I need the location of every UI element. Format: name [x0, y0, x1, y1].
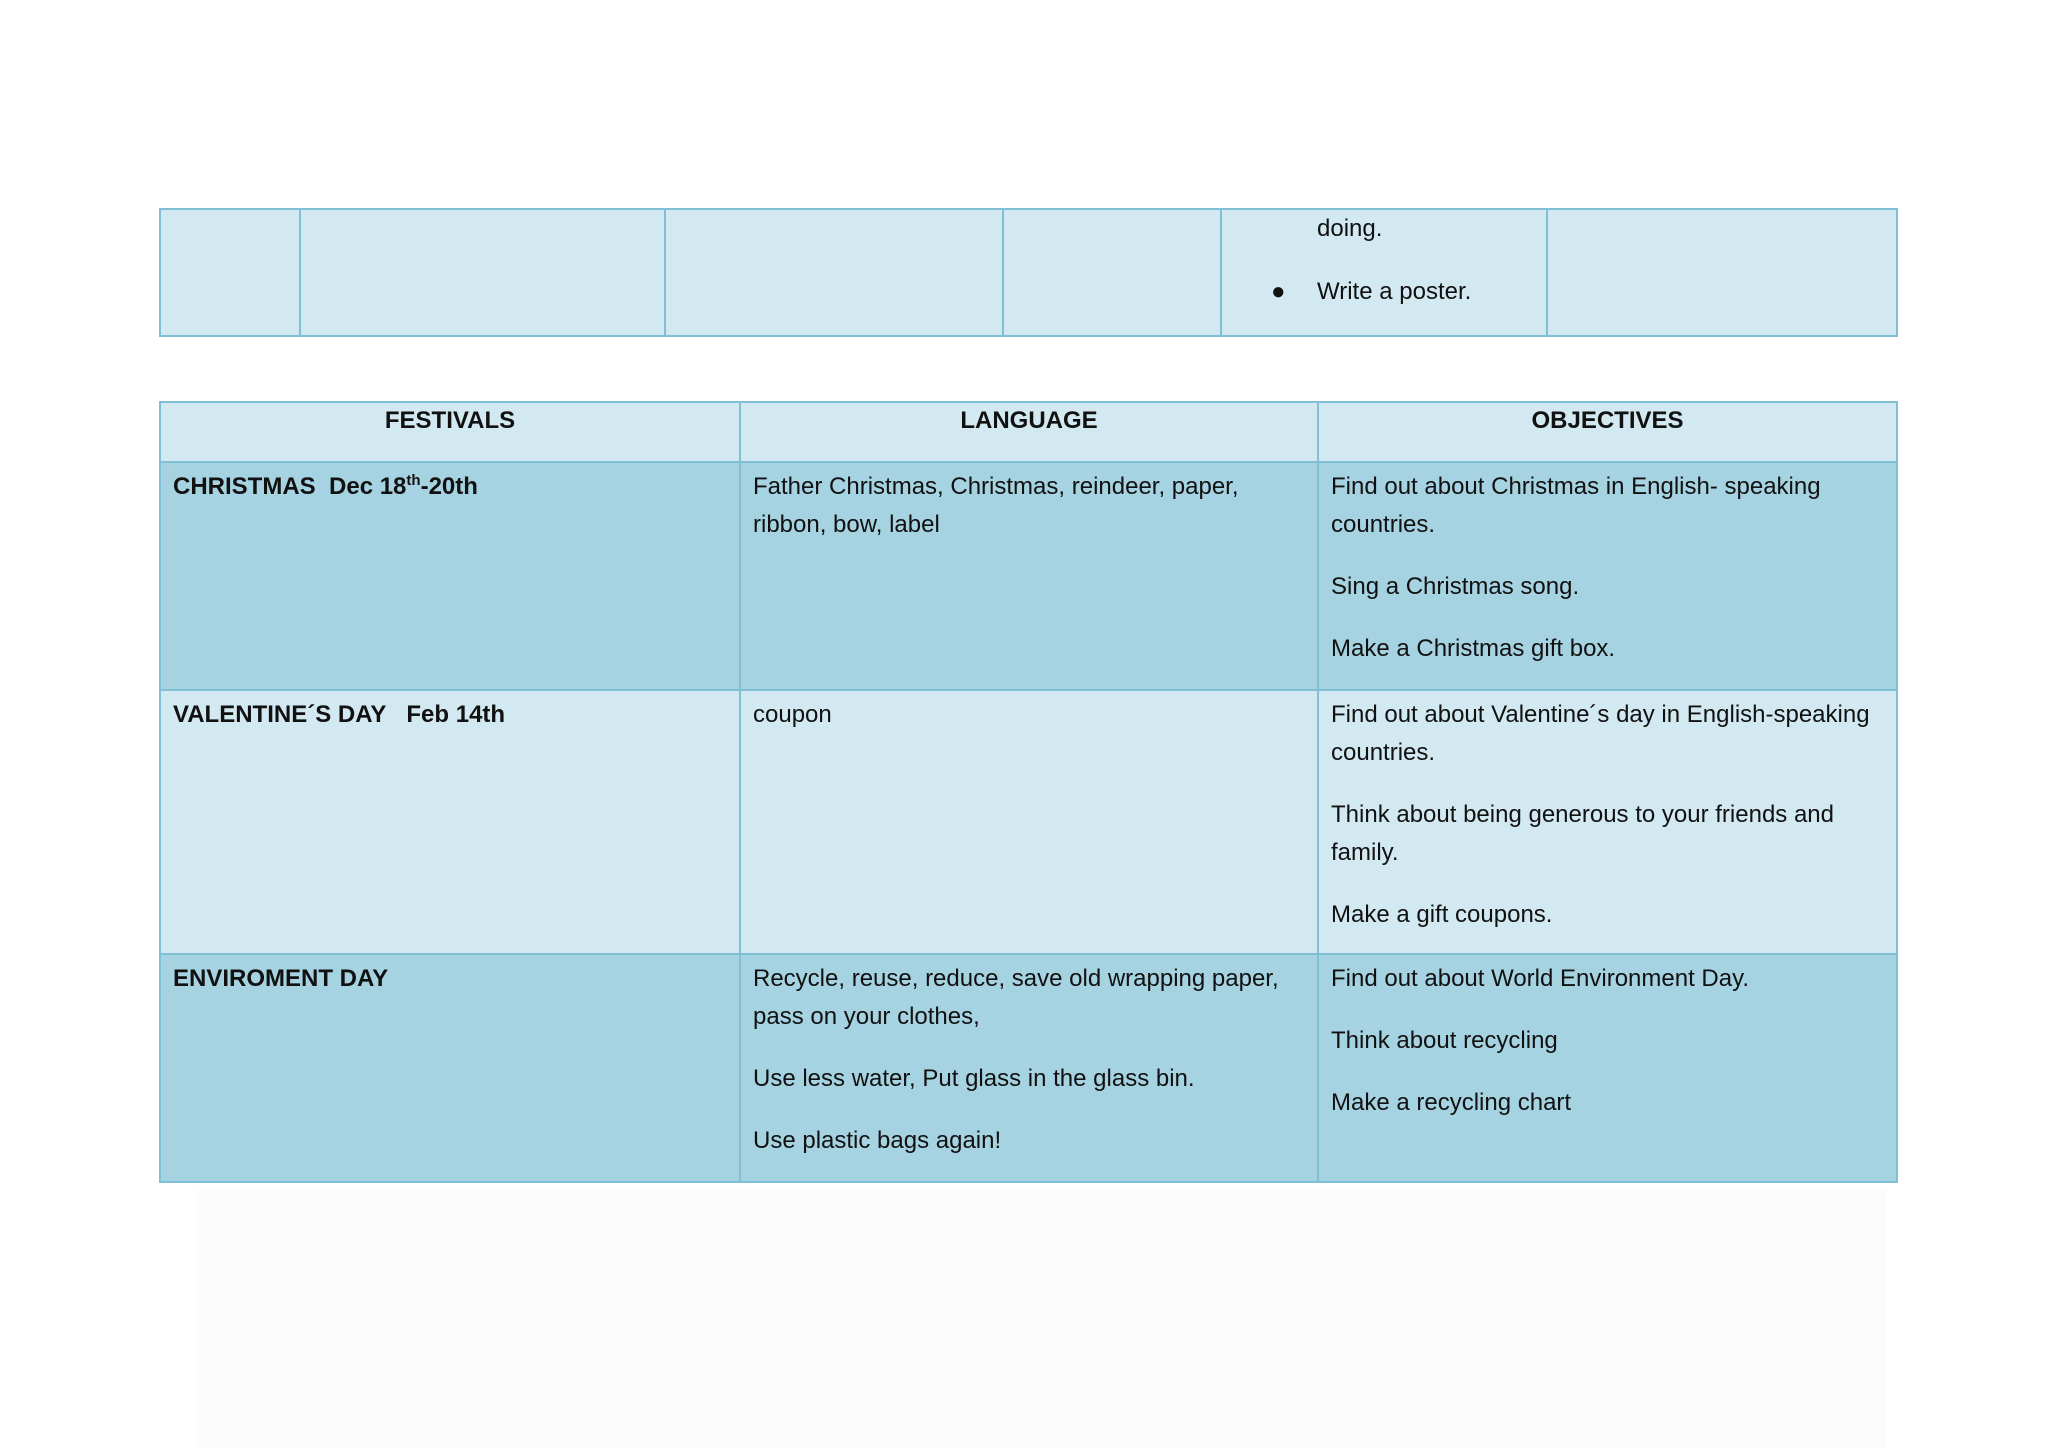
- header-objectives: OBJECTIVES: [1318, 402, 1897, 462]
- continuation-objectives-cell: [1221, 209, 1547, 336]
- table-row-environment: [160, 954, 1897, 1182]
- objective-text: Sing a Christmas song.: [1331, 573, 1580, 600]
- objective-text: Find out about Christmas in English- speaking countries.: [1331, 473, 1821, 538]
- table-row-valentines: [160, 690, 1897, 954]
- continuation-row: [160, 209, 1897, 336]
- festival-name: [173, 701, 505, 728]
- objective-text: Make a gift coupons.: [1331, 901, 1553, 928]
- language-text: coupon: [753, 701, 832, 728]
- festival-name-text: VALENTINE´S DAY: [173, 701, 387, 728]
- objective-bullet-text: Write a poster.: [1317, 278, 1472, 305]
- objectives-cell: [1318, 462, 1897, 690]
- festival-cell: [160, 462, 740, 690]
- objective-text: Think about recycling: [1331, 1027, 1558, 1054]
- continuation-cell: [665, 209, 1003, 336]
- festival-cell: [160, 954, 740, 1182]
- continuation-table: [159, 208, 1898, 337]
- table-header-row: [160, 402, 1897, 462]
- objective-text: Make a recycling chart: [1331, 1089, 1572, 1116]
- festival-name: ENVIROMENT DAY: [173, 965, 389, 992]
- language-cell: [740, 954, 1318, 1182]
- festival-name-text: CHRISTMAS: [173, 473, 316, 500]
- objectives-cell: [1318, 690, 1897, 954]
- table-row-christmas: [160, 462, 1897, 690]
- objective-text: Think about being generous to your friends and family.: [1331, 801, 1835, 866]
- festival-date-superscript: th: [406, 472, 421, 489]
- objective-text: Find out about World Environment Day.: [1331, 965, 1749, 992]
- festivals-table: [159, 401, 1898, 1183]
- continuation-cell: [1547, 209, 1897, 336]
- objective-text: Make a Christmas gift box.: [1331, 635, 1616, 662]
- language-cell: [740, 462, 1318, 690]
- festival-date-suffix: -20th: [420, 473, 478, 500]
- festival-cell: [160, 690, 740, 954]
- continuation-cell: [160, 209, 300, 336]
- festival-date-text: Dec 18: [329, 473, 407, 500]
- continuation-cell: [1003, 209, 1221, 336]
- language-text: Use plastic bags again!: [753, 1127, 1002, 1154]
- objectives-cell: [1318, 954, 1897, 1182]
- language-text: Use less water, Put glass in the glass bin.: [753, 1065, 1195, 1092]
- page-footer-shade: [196, 1190, 1886, 1448]
- language-text: Recycle, reuse, reduce, save old wrapping paper, pass on your clothes,: [753, 965, 1279, 1030]
- header-language: LANGUAGE: [740, 402, 1318, 462]
- festival-date-text: Feb 14th: [406, 701, 506, 728]
- language-cell: [740, 690, 1318, 954]
- festival-name: [173, 473, 478, 500]
- objective-tail-text: doing.: [1317, 215, 1383, 242]
- objective-text: Find out about Valentine´s day in English-speaking countries.: [1331, 701, 1870, 766]
- bullet-icon: ●: [1271, 278, 1286, 305]
- objective-bullet-item: [1271, 273, 1546, 311]
- language-text: Father Christmas, Christmas, reindeer, paper, ribbon, bow, label: [753, 473, 1239, 538]
- header-festivals: FESTIVALS: [160, 402, 740, 462]
- continuation-cell: [300, 209, 665, 336]
